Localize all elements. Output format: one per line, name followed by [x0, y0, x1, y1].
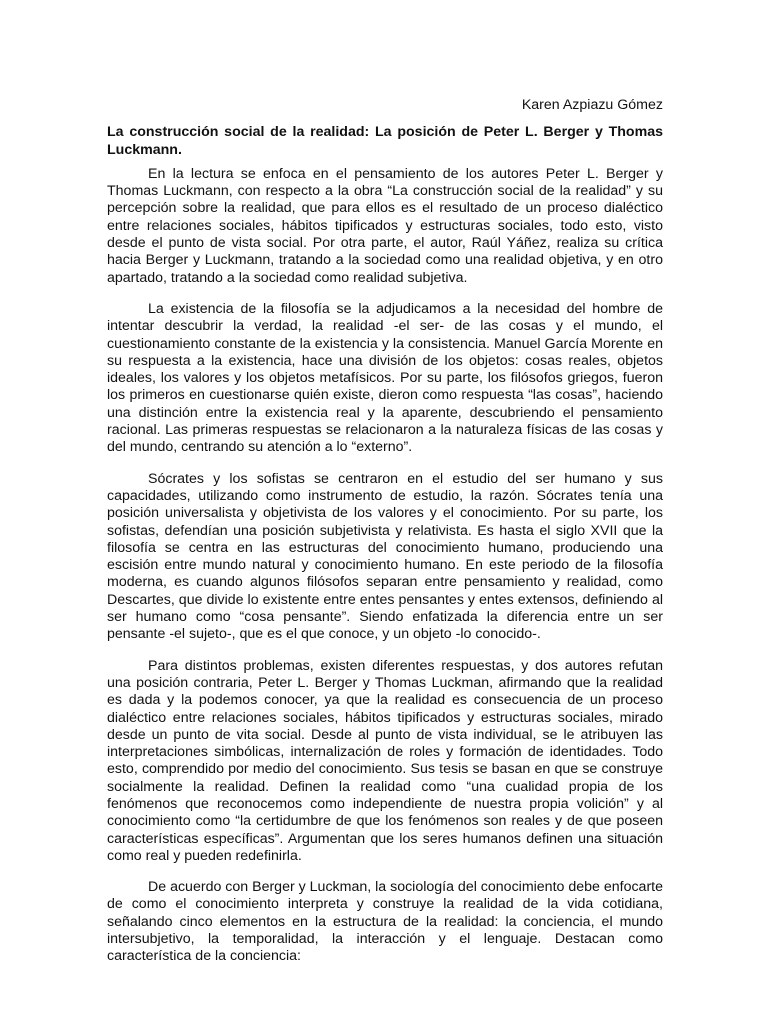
document-title: La construcción social de la realidad: La posición de Peter L. Berger y Thomas Luckmann. [107, 124, 663, 158]
paragraph-4: Para distintos problemas, existen diferentes respuestas, y dos autores refutan una posición contraria, Peter L. Berger y Thomas Luckman, afirmando que la realidad es dada y la podemos conocer, ya que la realidad es consecuencia de un proceso dialéctico entre relaciones sociales, hábitos tipificados y estructuras sociales, mirado desde un punto de vita social. Desde al punto de vista individual, se le atribuyen las interpretaciones simbólicas, internalización de roles y formación de identidades. Todo esto, comprendido por medio del conocimiento. Sus tesis se basan en que se construye socialmente la realidad. Definen la realidad como “una cualidad propia de los fenómenos que reconocemos como independiente de nuestra propia volición” y al conocimiento como “la certidumbre de que los fenómenos son reales y de que poseen características específicas”. Argumentan que los seres humanos definen una situación como real y pueden redefinirla. [107, 657, 663, 864]
paragraph-1: En la lectura se enfoca en el pensamiento de los autores Peter L. Berger y Thomas Luckmann, con respecto a la obra “La construcción social de la realidad” y su percepción sobre la realidad, que para ellos es el resultado de un proceso dialéctico entre relaciones sociales, hábitos tipificados y estructuras sociales, todo esto, visto desde el punto de vista social. Por otra parte, el autor, Raúl Yáñez, realiza su crítica hacia Berger y Luckmann, tratando a la sociedad como una realidad objetiva, y en otro apartado, tratando a la sociedad como realidad subjetiva. [107, 165, 663, 286]
paragraph-5: De acuerdo con Berger y Luckman, la sociología del conocimiento debe enfocarte de como el conocimiento interpreta y construye la realidad de la vida cotidiana, señalando cinco elementos en la estructura de la realidad: la conciencia, el mundo intersubjetivo, la temporalidad, la interacción y el lenguaje. Destacan como característica de la conciencia: [107, 879, 663, 965]
paragraph-2: La existencia de la filosofía se la adjudicamos a la necesidad del hombre de intentar descubrir la verdad, la realidad -el ser- de las cosas y el mundo, el cuestionamiento constante de la existencia y la consistencia. Manuel García Morente en su respuesta a la existencia, hace una división de los objetos: cosas reales, objetos ideales, los valores y los objetos metafísicos. Por su parte, los filósofos griegos, fueron los primeros en cuestionarse quién existe, dieron como respuesta “las cosas”, haciendo una distinción entre la existencia real y la aparente, descubriendo el pensamiento racional. Las primeras respuestas se relacionaron a la naturaleza físicas de las cosas y del mundo, centrando su atención a lo “externo”. [107, 300, 663, 456]
document-body [107, 97, 663, 966]
paragraph-3: Sócrates y los sofistas se centraron en el estudio del ser humano y sus capacidades, utilizando como instrumento de estudio, la razón. Sócrates tenía una posición universalista y objetivista de los valores y el conocimiento. Por su parte, los sofistas, defendían una posición subjetivista y relativista. Es hasta el siglo XVII que la filosofía se centra en las estructuras del conocimiento humano, produciendo una escisión entre mundo natural y conocimiento humano. En este periodo de la filosofía moderna, es cuando algunos filósofos separan entre pensamiento y realidad, como Descartes, que divide lo existente entre entes pensantes y entes extensos, definiendo al ser humano como “cosa pensante”. Siendo enfatizada la diferencia entre un ser pensante -el sujeto-, que es el que conoce, y un objeto -lo conocido-. [107, 470, 663, 643]
author-name: Karen Azpiazu Gómez [521, 97, 663, 113]
